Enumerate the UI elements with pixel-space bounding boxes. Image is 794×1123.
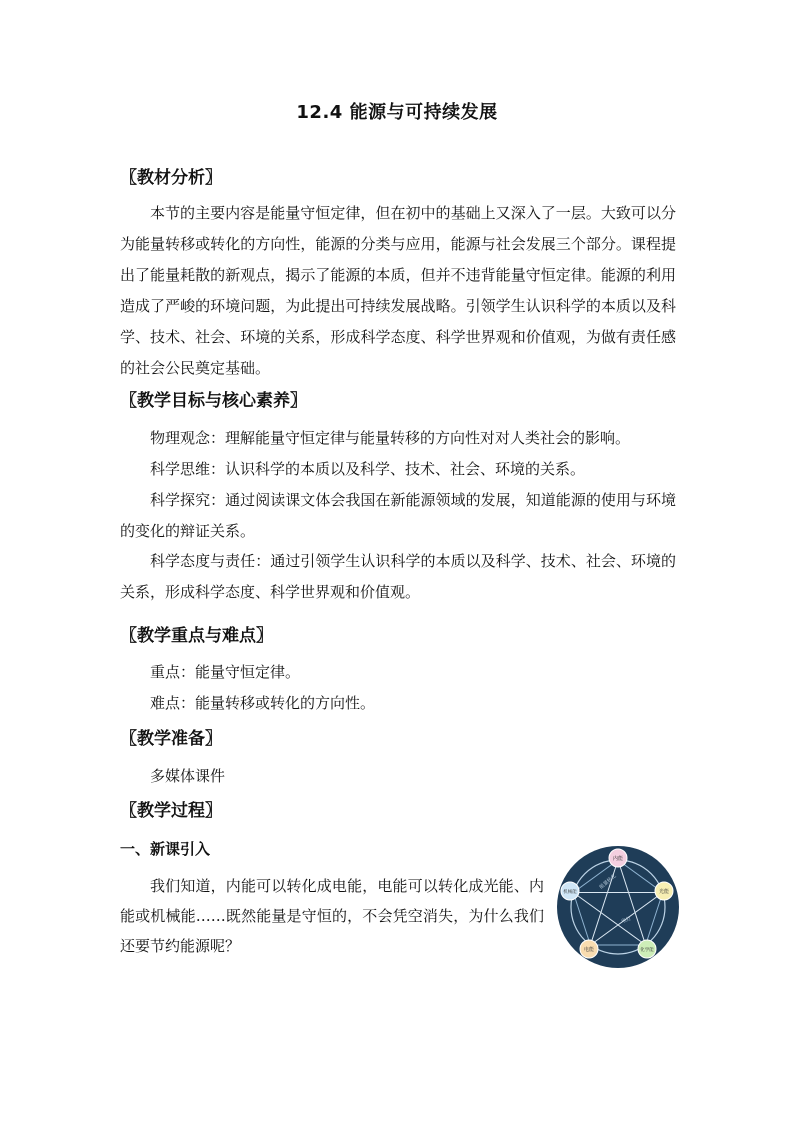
node-electric-energy — [580, 940, 598, 958]
difficult-point: 难点：能量转移或转化的方向性。 — [150, 694, 376, 712]
objective-physics-concept: 物理观念：理解能量守恒定律与能量转移的方向性对对人类社会的影响。 — [150, 429, 631, 447]
section-heading-key-points: 〖教学重点与难点〗 — [120, 626, 273, 646]
intro-subheading: 一、新课引入 — [120, 840, 211, 858]
energy-conversion-diagram — [556, 845, 680, 969]
section-heading-process: 〖教学过程〗 — [120, 801, 222, 821]
objective-scientific-inquiry: 科学探究：通过阅读课文体会我国在新能源领域的发展，知道能源的使用与环境的变化的辩证关系。 — [120, 491, 676, 540]
node-light-energy — [655, 882, 673, 900]
intro-paragraph: 我们知道，内能可以转化成电能，电能可以转化成光能、内能或机械能……既然能量是守恒的，不会凭空消失，为什么我们还要节约能源呢？ — [120, 877, 544, 955]
section-heading-analysis: 〖教材分析〗 — [120, 168, 222, 188]
key-point: 重点：能量守恒定律。 — [150, 663, 301, 681]
svg-text:内能: 内能 — [612, 856, 624, 862]
svg-text:电能: 电能 — [583, 947, 595, 953]
analysis-paragraph: 本节的主要内容是能量守恒定律，但在初中的基础上又深入了一层。大致可以分为能量转移或转化的方向性，能源的分类与应用，能源与社会发展三个部分。课程提出了能量耗散的新观点，揭示了能源的本质，但并不违背能量守恒定律。能源的利用造成了严峻的环境问题，为此提出可持续发展战略。引领学生认识科学的本质以及科学、技术、社会、环境的关系，形成科学态度、科学世界观和价值观，为做有责任感的社会公民奠定基础。 — [120, 204, 676, 377]
page-title: 12.4 能源与可持续发展 — [296, 102, 498, 123]
objective-attitude: 科学态度与责任：通过引领学生认识科学的本质以及科学、技术、社会、环境的关系，形成科学态度、科学世界观和价值观。 — [120, 552, 676, 601]
node-mechanical-energy — [561, 882, 579, 900]
section-heading-objectives: 〖教学目标与核心素养〗 — [120, 391, 307, 411]
preparation-item: 多媒体课件 — [150, 767, 226, 785]
inner-label-conversion: 能量转化 — [598, 873, 618, 891]
svg-text:机械能: 机械能 — [563, 890, 577, 895]
svg-text:化学能: 化学能 — [640, 948, 654, 953]
inner-label-lamp: 电灯 — [620, 915, 633, 925]
node-chemical-energy — [638, 940, 656, 958]
section-heading-preparation: 〖教学准备〗 — [120, 729, 222, 749]
objective-scientific-thinking: 科学思维：认识科学的本质以及科学、技术、社会、环境的关系。 — [150, 460, 586, 478]
svg-text:光能: 光能 — [658, 889, 670, 895]
node-internal-energy — [609, 849, 627, 867]
